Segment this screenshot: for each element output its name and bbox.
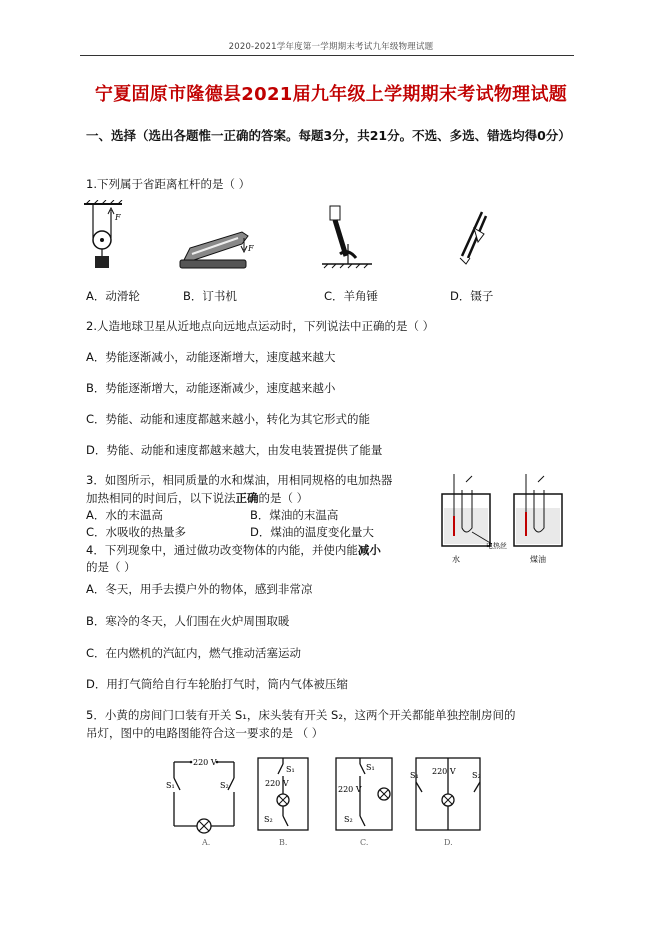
claw-hammer-figure bbox=[318, 204, 374, 272]
switch-s2-label: S₂ bbox=[264, 815, 273, 824]
circuit-d-figure bbox=[410, 752, 486, 850]
question-3-option-d: D．煤油的温度变化量大 bbox=[250, 525, 374, 539]
question-3-stem-line2: 加热相同的时间后，以下说法正确的是（ ） bbox=[86, 491, 309, 505]
document-title: 宁夏固原市隆德县2021届九年级上学期期末考试物理试题 bbox=[94, 84, 568, 105]
question-2-option-a: A．势能逐渐减小，动能逐渐增大，速度越来越大 bbox=[86, 350, 336, 364]
water-label: 水 bbox=[452, 555, 460, 564]
header-divider bbox=[80, 55, 574, 56]
question-5-stem-line1: 5．小黄的房间门口装有开关 S₁，床头装有开关 S₂，这两个开关都能单独控制房间的 bbox=[86, 708, 516, 722]
question-4-option-d: D．用打气筒给自行车轮胎打气时，筒内气体被压缩 bbox=[86, 677, 348, 691]
question-1-option-b: B．订书机 bbox=[183, 289, 237, 303]
tweezers-figure bbox=[456, 210, 490, 268]
voltage-label: 220 V bbox=[193, 758, 217, 767]
question-4-stem-line1: 4．下列现象中，通过做功改变物体的内能，并使内能减小 bbox=[86, 543, 381, 557]
switch-s1-label: S₁ bbox=[410, 771, 419, 780]
question-2-stem: 2.人造地球卫星从近地点向远地点运动时，下列说法中正确的是（ ） bbox=[86, 319, 435, 333]
question-4-option-b: B．寒冷的冬天，人们围在火炉周围取暖 bbox=[86, 614, 290, 628]
section-heading: 一、选择（选出各题惟一正确的答案。每题3分，共21分。不选、多选、错选均得0分） bbox=[86, 128, 571, 143]
force-label: F bbox=[115, 213, 121, 222]
emphasis-correct: 正确 bbox=[235, 491, 259, 505]
kerosene-label: 煤油 bbox=[530, 555, 546, 564]
heater-label: 电热丝 bbox=[486, 542, 507, 550]
question-5-stem-line2: 吊灯，图中的电路图能符合这一要求的是 （ ） bbox=[86, 726, 324, 740]
question-4-option-a: A．冬天，用手去摸户外的物体，感到非常凉 bbox=[86, 582, 313, 596]
question-2-option-d: D．势能、动能和速度都越来越大，由发电装置提供了能量 bbox=[86, 443, 383, 457]
movable-pulley-figure bbox=[82, 200, 128, 274]
switch-s1-label: S₁ bbox=[286, 765, 295, 774]
circuit-d-letter: D. bbox=[444, 838, 453, 847]
question-3-option-c: C．水吸收的热量多 bbox=[86, 525, 187, 539]
voltage-label: 220 V bbox=[432, 767, 456, 776]
circuit-c-letter: C. bbox=[360, 838, 369, 847]
switch-s2-label: S₂ bbox=[344, 815, 353, 824]
circuit-b-letter: B. bbox=[279, 838, 288, 847]
emphasis-decrease: 减小 bbox=[357, 543, 381, 557]
question-2-option-b: B．势能逐渐增大，动能逐渐减少，速度越来越小 bbox=[86, 381, 336, 395]
question-2-option-c: C．势能、动能和速度都越来越小，转化为其它形式的能 bbox=[86, 412, 371, 426]
switch-s2-label: S₂ bbox=[472, 771, 481, 780]
question-1-stem: 1.下列属于省距离杠杆的是（ ） bbox=[86, 177, 251, 191]
switch-s1-label: S₁ bbox=[366, 763, 375, 772]
question-1-option-c: C．羊角锤 bbox=[324, 289, 379, 303]
question-1-option-d: D．镊子 bbox=[450, 289, 494, 303]
voltage-label: 220 V bbox=[338, 785, 362, 794]
voltage-label: 220 V bbox=[265, 779, 289, 788]
force-label: F bbox=[248, 244, 254, 253]
circuit-b-figure bbox=[252, 752, 314, 850]
question-1-option-a: A．动滑轮 bbox=[86, 289, 140, 303]
stapler-figure bbox=[178, 224, 258, 272]
question-3-option-a: A．水的末温高 bbox=[86, 508, 163, 522]
heating-experiment-figure bbox=[432, 472, 570, 568]
circuit-c-figure bbox=[330, 752, 398, 850]
question-3-stem-line1: 3．如图所示，相同质量的水和煤油，用相同规格的电加热器 bbox=[86, 473, 393, 487]
circuit-a-letter: A. bbox=[202, 838, 211, 847]
circuit-a-figure bbox=[166, 752, 240, 850]
question-3-option-b: B．煤油的末温高 bbox=[250, 508, 339, 522]
switch-s1-label: S₁ bbox=[166, 781, 175, 790]
switch-s2-label: S₂ bbox=[220, 781, 229, 790]
question-4-option-c: C．在内燃机的汽缸内，燃气推动活塞运动 bbox=[86, 646, 302, 660]
page-header: 2020-2021学年度第一学期期末考试九年级物理试题 bbox=[228, 42, 434, 52]
question-4-stem-line2: 的是（ ） bbox=[86, 560, 136, 574]
